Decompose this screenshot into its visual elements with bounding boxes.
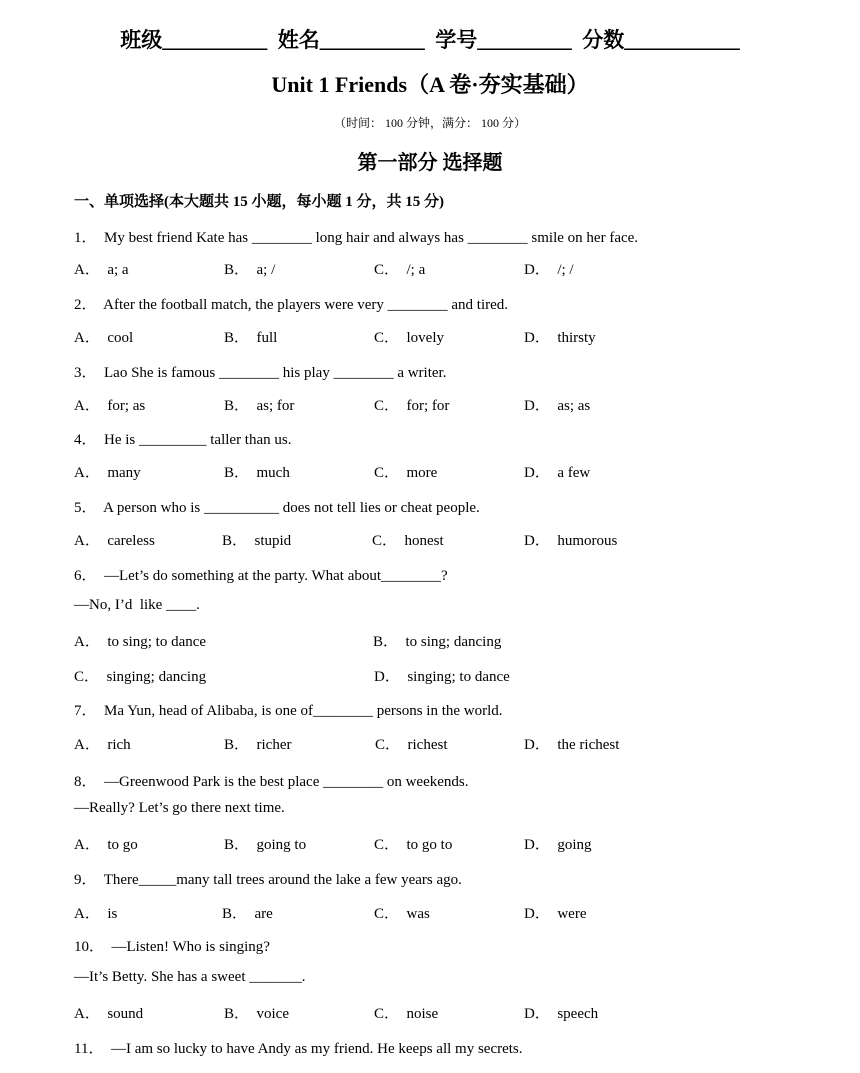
question-10-option-c: C． noise <box>374 1006 439 1022</box>
question-8-option-a: A． to go <box>74 837 138 853</box>
question-9-option-d: D． were <box>524 906 587 922</box>
question-7-stem: 7． Ma Yun, head of Alibaba, is one of________ persons in the world. <box>74 703 503 719</box>
question-4-option-d: D． a few <box>524 465 591 481</box>
question-3-option-a: A． for; as <box>74 398 146 414</box>
question-2-option-d: D． thirsty <box>524 330 596 346</box>
question-3-stem: 3． Lao She is famous ________ his play ________ a writer. <box>74 365 447 381</box>
question-8-option-b: B． going to <box>224 837 307 853</box>
question-10-stem-reply: —It’s Betty. She has a sweet _______. <box>74 969 306 985</box>
question-6-stem-reply: —No, I’d like ____. <box>74 597 200 613</box>
question-11-stem: 11． —I am so lucky to have Andy as my friend. He keeps all my secrets. <box>74 1041 523 1057</box>
part-heading: 第一部分 选择题 <box>357 152 503 174</box>
question-8-option-c: C． to go to <box>374 837 453 853</box>
question-9-option-c: C． was <box>374 906 430 922</box>
section-heading: 一、单项选择(本大题共 15 小题，每小题 1 分，共 15 分) <box>74 194 444 210</box>
question-2-stem: 2． After the football match, the players were very ________ and tired. <box>74 297 509 313</box>
question-3-option-c: C． for; for <box>374 398 450 414</box>
question-10-option-a: A． sound <box>74 1006 144 1022</box>
question-7-option-a: A． rich <box>74 737 131 753</box>
question-8-stem-reply: —Really? Let’s go there next time. <box>74 800 285 816</box>
question-1-option-a: A． a; a <box>74 262 129 278</box>
question-6-option-c: C． singing; dancing <box>74 669 207 685</box>
question-9-option-a: A． is <box>74 906 118 922</box>
question-5-option-b: B． stupid <box>222 533 292 549</box>
question-3-option-d: D． as; as <box>524 398 591 414</box>
question-7-option-c: C． richest <box>375 737 448 753</box>
page-title: Unit 1 Friends（A 卷·夯实基础） <box>271 72 589 97</box>
question-8-option-d: D． going <box>524 837 592 853</box>
question-5-option-d: D． humorous <box>524 533 618 549</box>
question-1-option-d: D． /; / <box>524 262 574 278</box>
question-6-option-d: D． singing; to dance <box>374 669 510 685</box>
exam-subtitle: （时间： 100 分钟，满分： 100 分） <box>333 116 526 130</box>
question-5-option-a: A． careless <box>74 533 155 549</box>
question-5-stem: 5． A person who is __________ does not tell lies or cheat people. <box>74 500 480 516</box>
header-info-line: 班级__________ 姓名__________ 学号_________ 分数___________ <box>120 28 740 52</box>
question-7-option-d: D． the richest <box>524 737 620 753</box>
question-1-option-b: B． a; / <box>224 262 276 278</box>
question-6-stem: 6． —Let’s do something at the party. What about________? <box>74 568 448 584</box>
question-10-stem: 10． —Listen! Who is singing? <box>74 939 270 955</box>
question-10-option-b: B． voice <box>224 1006 289 1022</box>
question-4-option-c: C． more <box>374 465 438 481</box>
question-1-option-c: C． /; a <box>374 262 426 278</box>
question-7-option-b: B． richer <box>224 737 292 753</box>
question-6-option-b: B． to sing; dancing <box>373 634 502 650</box>
question-5-option-c: C． honest <box>372 533 444 549</box>
question-9-option-b: B． are <box>222 906 273 922</box>
question-9-stem: 9． There_____many tall trees around the lake a few years ago. <box>74 872 462 888</box>
question-2-option-b: B． full <box>224 330 278 346</box>
question-2-option-a: A． cool <box>74 330 134 346</box>
question-10-option-d: D． speech <box>524 1006 599 1022</box>
question-3-option-b: B． as; for <box>224 398 295 414</box>
question-4-stem: 4． He is _________ taller than us. <box>74 432 292 448</box>
question-4-option-b: B． much <box>224 465 290 481</box>
question-1-stem: 1． My best friend Kate has ________ long hair and always has ________ smile on her face. <box>74 230 639 246</box>
question-4-option-a: A． many <box>74 465 141 481</box>
question-6-option-a: A． to sing; to dance <box>74 634 207 650</box>
question-2-option-c: C． lovely <box>374 330 444 346</box>
question-8-stem: 8． —Greenwood Park is the best place ________ on weekends. <box>74 774 469 790</box>
